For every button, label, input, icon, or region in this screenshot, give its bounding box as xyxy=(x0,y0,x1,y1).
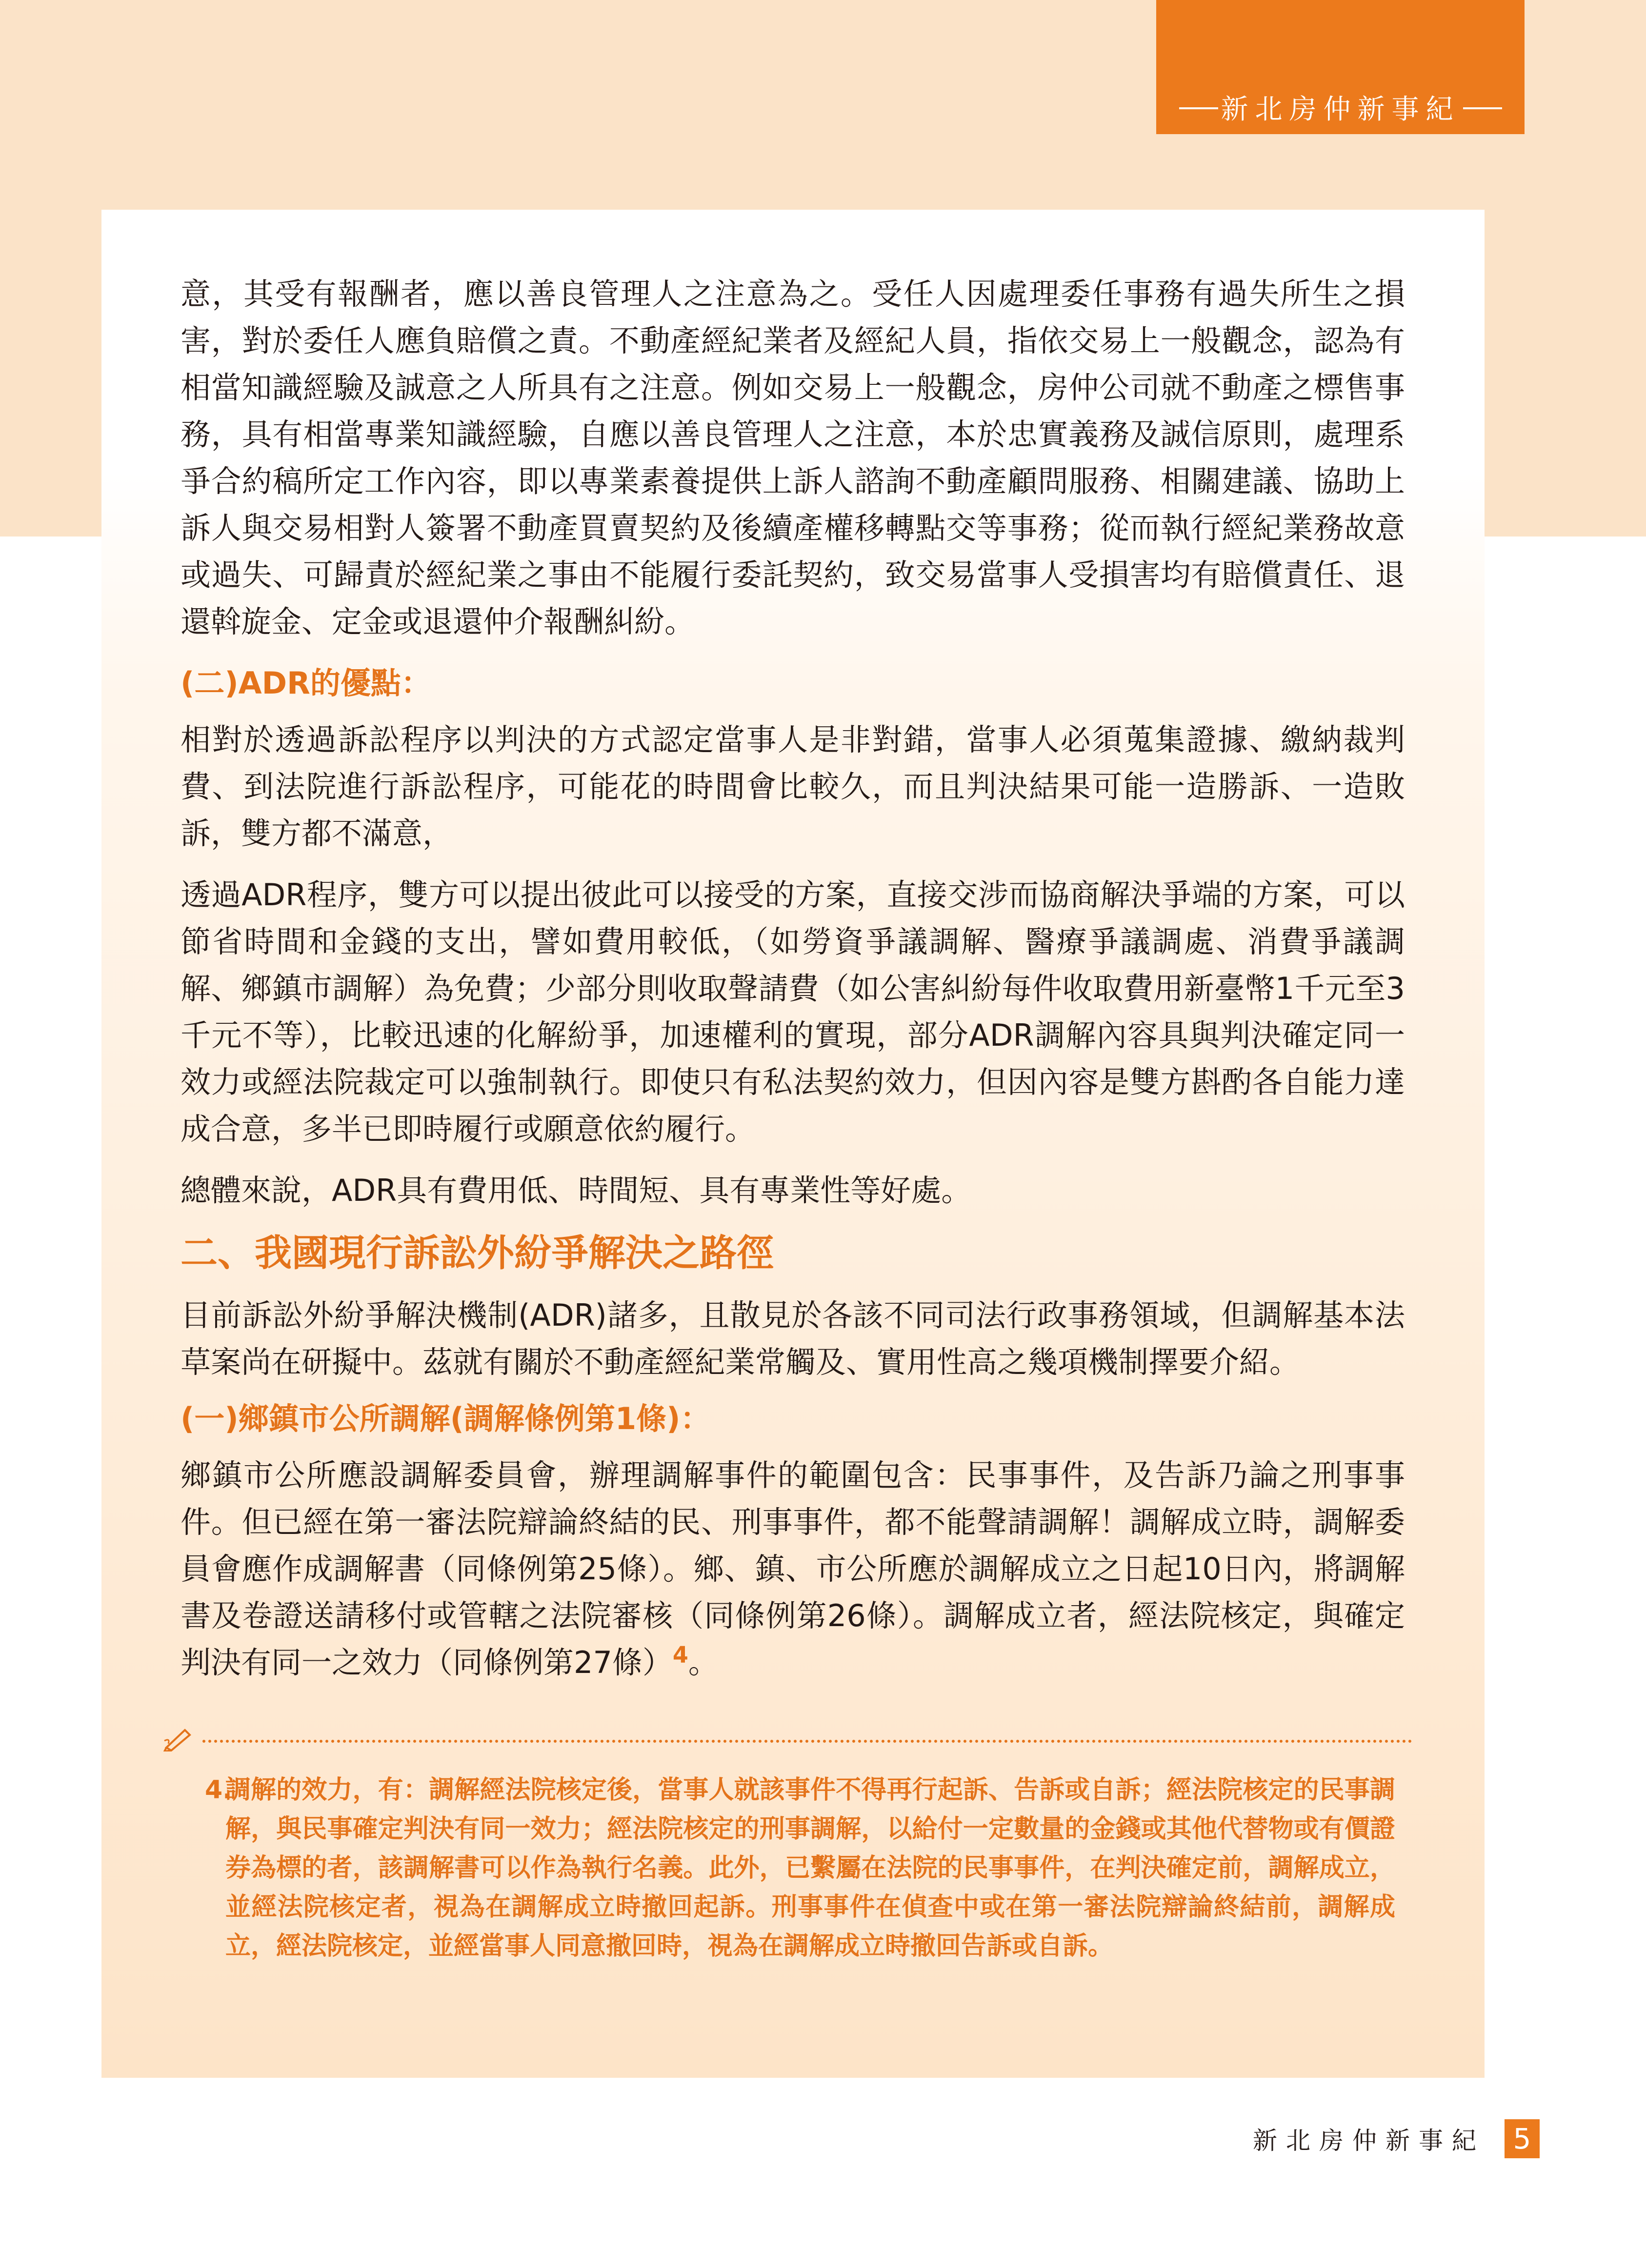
header-title: 新北房仲新事紀 xyxy=(1221,94,1460,125)
paragraph-duty-of-care: 意，其受有報酬者，應以善良管理人之注意為之。受任人因處理委任事務有過失所生之損害，對於委任人應負賠償之責。不動產經紀業者及經紀人員，指依交易上一般觀念，認為有相當知識經驗及誠意之人所具有之注意。例如交易上一般觀念，房仲公司就不動產之標售事務，具有相當專業知識經驗，自應以善良管理人之注意，本於忠實義務及誠信原則，處理系爭合約稿所定工作內容，即以專業素養提供上訴人諮詢不動產顧問服務、相關建議、協助上訴人與交易相對人簽署不動產買賣契約及後續產權移轉點交等事務；從而執行經紀業務故意或過失、可歸責於經紀業之事由不能履行委託契約，致交易當事人受損害均有賠償責任、退還斡旋金、定金或退還仲介報酬糾紛。 xyxy=(181,276,1405,639)
page-footer xyxy=(1253,2119,1540,2158)
footnote-text: 調解的效力，有：調解經法院核定後，當事人就該事件不得再行起訴、告訴或自訴；經法院核定的民事調解，與民事確定判決有同一效力；經法院核定的刑事調解，以給付一定數量的金錢或其他代替物或有價證券為標的者，該調解書可以作為執行名義。此外，已繫屬在法院的民事事件，在判決確定前，調解成立，並經法院核定者，視為在調解成立時撤回起訴。刑事事件在偵查中或在第一審法院辯論終結前，調解成立，經法院核定，並經當事人同意撤回時，視為在調解成立時撤回告訴或自訴。 xyxy=(225,1775,1395,1961)
paragraph-adr-mechanisms: 目前訴訟外紛爭解決機制(ADR)諸多，且散見於各該不同司法行政事務領域，但調解基本法草案尚在研擬中。茲就有關於不動產經紀業常觸及、實用性高之幾項機制擇要介紹。 xyxy=(181,1297,1405,1380)
paragraph-litigation-drawbacks: 相對於透過訴訟程序以判決的方式認定當事人是非對錯，當事人必須蒐集證據、繳納裁判費、到法院進行訴訟程序，可能花的時間會比較久，而且判決結果可能一造勝訴、一造敗訴，雙方都不滿意， xyxy=(181,722,1405,851)
page-number: 5 xyxy=(1505,2119,1540,2158)
dotted-rule xyxy=(202,1740,1412,1743)
subheading-adr-advantages: (二)ADR的優點： xyxy=(181,665,431,701)
footnote-reference[interactable]: 4 xyxy=(672,1641,688,1668)
paragraph-end-mark: 。 xyxy=(688,1645,719,1680)
footnote-divider xyxy=(163,1729,1412,1749)
paragraph-adr-process: 透過ADR程序，雙方可以提出彼此可以接受的方案，直接交涉而協商解決爭端的方案，可以節省時間和金錢的支出，譬如費用較低，（如勞資爭議調解、醫療爭議調處、消費爭議調解、鄉鎮市調解）為免費；少部分則收取聲請費（如公害糾紛每件收取費用新臺幣1千元至3千元不等），比較迅速的化解紛爭，加速權利的實現，部分ADR調解內容具與判決確定同一效力或經法院裁定可以強制執行。即使只有私法契約效力，但因內容是雙方斟酌各自能力達成合意，多半已即時履行或願意依約履行。 xyxy=(181,877,1405,1147)
paragraph-township-mediation-text: 鄉鎮市公所應設調解委員會，辦理調解事件的範圍包含：民事事件，及告訴乃論之刑事事件。但已經在第一審法院辯論終結的民、刑事事件，都不能聲請調解！調解成立時，調解委員會應作成調解書（同條例第25條）。鄉、鎮、市公所應於調解成立之日起10日內，將調解書及卷證送請移付或管轄之法院審核（同條例第26條）。調解成立者，經法院核定，與確定判決有同一之效力（同條例第27條） xyxy=(181,1457,1405,1680)
footer-title: 新北房仲新事紀 xyxy=(1253,2127,1485,2155)
footnote-number: 4. xyxy=(205,1775,232,1805)
header-tab xyxy=(1156,0,1525,134)
header-title-row xyxy=(1156,88,1525,127)
subheading-township-mediation: (一)鄉鎮市公所調解(調解條例第1條)： xyxy=(181,1401,711,1436)
footnote-4 xyxy=(205,1771,1395,1966)
pen-icon xyxy=(163,1726,195,1751)
article-body xyxy=(181,271,1405,1686)
paragraph-adr-summary: 總體來說，ADR具有費用低、時間短、具有專業性等好處。 xyxy=(181,1173,972,1208)
section-title-adr-paths: 二、我國現行訴訟外紛爭解決之路徑 xyxy=(181,1231,774,1274)
header-line-left xyxy=(1179,107,1218,109)
header-line-right xyxy=(1463,107,1502,109)
paragraph-township-mediation xyxy=(181,1452,1405,1686)
